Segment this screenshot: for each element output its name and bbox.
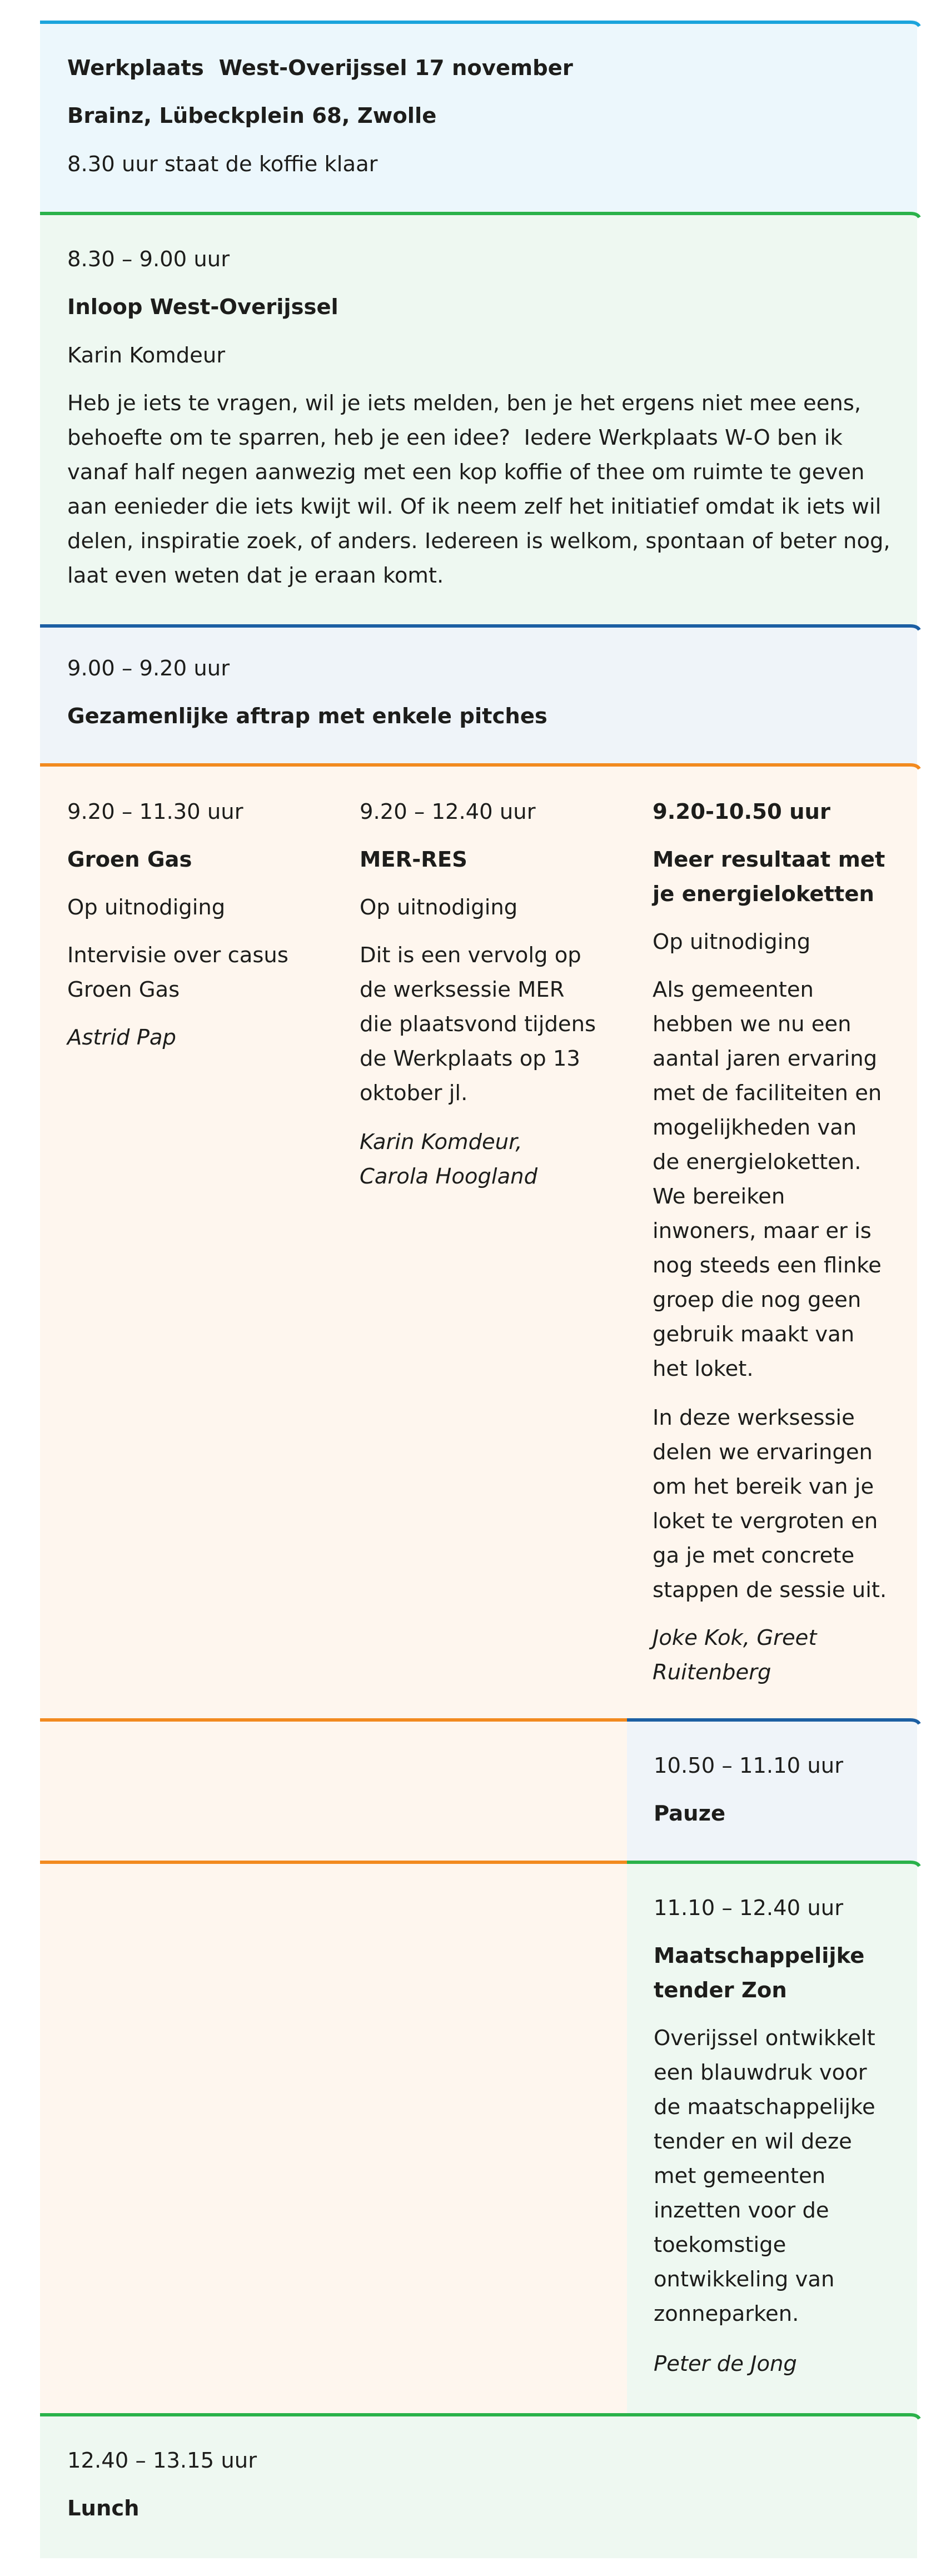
coffee-note: 8.30 uur staat de koffie klaar	[67, 152, 378, 177]
title-line: tender Zon	[654, 1978, 787, 2003]
aftrap-title: Gezamenlijke aftrap met enkele pitches	[67, 704, 547, 729]
desc-line: Overijssel ontwikkelt	[654, 2026, 875, 2051]
desc-line: oktober jl.	[360, 1081, 468, 1106]
session-title: MER-RES	[360, 847, 467, 872]
tender-speakers: Peter de Jong	[654, 2351, 797, 2376]
inloop-line: Heb je iets te vragen, wil je iets melden, ben je het ergens niet mee eens,	[67, 391, 862, 416]
desc-line: een blauwdruk voor	[654, 2060, 867, 2085]
desc-line: loket te vergroten en	[653, 1509, 878, 1534]
session-invite: Op uitnodiging	[653, 929, 811, 954]
divider-orange-1	[40, 765, 919, 769]
divider-green-3	[40, 2415, 919, 2419]
inloop-time: 8.30 – 9.00 uur	[67, 247, 230, 272]
desc-line: ga je met concrete	[653, 1543, 855, 1568]
session-description	[67, 938, 288, 1007]
inloop-line: behoefte om te sparren, heb je een idee? Iedere Werkplaats W-O ben ik	[67, 425, 843, 450]
inloop-line: aan eenieder die iets kwijt wil. Of ik neem zelf het initiatief omdat ik iets wil	[67, 494, 882, 519]
desc-line: Dit is een vervolg op	[360, 943, 581, 968]
tender-title	[654, 1939, 864, 2008]
divider-blue-2	[627, 1720, 919, 1724]
desc-line: delen we ervaringen	[653, 1440, 873, 1465]
desc-line: Als gemeenten	[653, 977, 814, 1002]
desc-line: toekomstige	[654, 2232, 786, 2257]
desc-line: ontwikkeling van	[654, 2267, 835, 2292]
session-time: 9.20 – 11.30 uur	[67, 799, 243, 824]
lunch-title: Lunch	[67, 2496, 140, 2521]
divider-blue-1	[40, 626, 919, 630]
desc-line: inwoners, maar er is	[653, 1219, 872, 1244]
session-speakers: Astrid Pap	[67, 1025, 176, 1050]
title-line: Meer resultaat met	[653, 847, 885, 872]
desc-line: de maatschappelijke	[654, 2095, 875, 2120]
session-time: 9.20 – 12.40 uur	[360, 799, 536, 824]
speaker-line: Joke Kok, Greet	[653, 1625, 817, 1650]
speaker-line: Ruitenberg	[653, 1660, 771, 1685]
inloop-line: laat even weten dat je eraan komt.	[67, 563, 444, 588]
session-invite: Op uitnodiging	[360, 895, 518, 920]
session-title: Groen Gas	[67, 847, 192, 872]
desc-line: aantal jaren ervaring	[653, 1046, 878, 1071]
desc-line: Intervisie over casus	[67, 943, 288, 968]
lunch-time: 12.40 – 13.15 uur	[67, 2448, 257, 2473]
desc-line: gebruik maakt van	[653, 1322, 855, 1347]
desc-line: de Werkplaats op 13	[360, 1046, 580, 1071]
tender-time: 11.10 – 12.40 uur	[654, 1896, 844, 1921]
session-invite: Op uitnodiging	[67, 895, 226, 920]
speaker-line: Karin Komdeur,	[360, 1130, 522, 1155]
tender-description	[654, 2021, 875, 2331]
inloop-host: Karin Komdeur	[67, 343, 226, 368]
desc-line: We bereiken	[653, 1184, 785, 1209]
desc-line: inzetten voor de	[654, 2198, 829, 2223]
desc-line: de werksessie MER	[360, 977, 565, 1002]
desc-line: het loket.	[653, 1356, 754, 1381]
divider-green-1	[40, 213, 919, 217]
session-title	[653, 843, 885, 912]
session-description	[653, 973, 882, 1386]
title-line: Maatschappelijke	[654, 1943, 865, 1968]
desc-line: tender en wil deze	[654, 2129, 852, 2154]
pauze-title: Pauze	[654, 1801, 726, 1826]
desc-line: nog steeds een flinke	[653, 1253, 882, 1278]
desc-line: met de faciliteiten en	[653, 1081, 882, 1106]
divider-cyan	[40, 22, 919, 26]
desc-line: zonneparken.	[654, 2301, 799, 2326]
desc-line: In deze werksessie	[653, 1405, 855, 1430]
event-location: Brainz, Lübeckplein 68, Zwolle	[67, 103, 437, 128]
inloop-line: delen, inspiratie zoek, of anders. Iedereen is welkom, spontaan of beter nog,	[67, 529, 890, 554]
aftrap-time: 9.00 – 9.20 uur	[67, 656, 230, 681]
desc-line: met gemeenten	[654, 2164, 826, 2189]
desc-line: die plaatsvond tijdens	[360, 1012, 596, 1037]
session-description	[360, 938, 596, 1111]
event-title: Werkplaats West-Overijssel 17 november	[67, 56, 573, 81]
desc-line: Groen Gas	[67, 977, 180, 1002]
inloop-title: Inloop West-Overijssel	[67, 295, 338, 320]
session-description-2	[653, 1401, 887, 1608]
pauze-time: 10.50 – 11.10 uur	[654, 1753, 844, 1778]
session-speakers	[653, 1621, 816, 1690]
desc-line: de energieloketten.	[653, 1150, 862, 1175]
desc-line: mogelijkheden van	[653, 1115, 857, 1140]
desc-line: stappen de sessie uit.	[653, 1578, 887, 1603]
speaker-line: Carola Hoogland	[360, 1164, 538, 1189]
inloop-line: vanaf half negen aanwezig met een kop koffie of thee om ruimte te geven	[67, 460, 865, 485]
session-speakers	[360, 1125, 537, 1194]
session-time: 9.20-10.50 uur	[653, 799, 830, 824]
divider-green-2	[627, 1862, 919, 1866]
desc-line: om het bereik van je	[653, 1474, 874, 1499]
inloop-description	[67, 386, 912, 593]
title-line: je energieloketten	[653, 882, 874, 907]
desc-line: groep die nog geen	[653, 1287, 862, 1312]
desc-line: hebben we nu een	[653, 1012, 852, 1037]
